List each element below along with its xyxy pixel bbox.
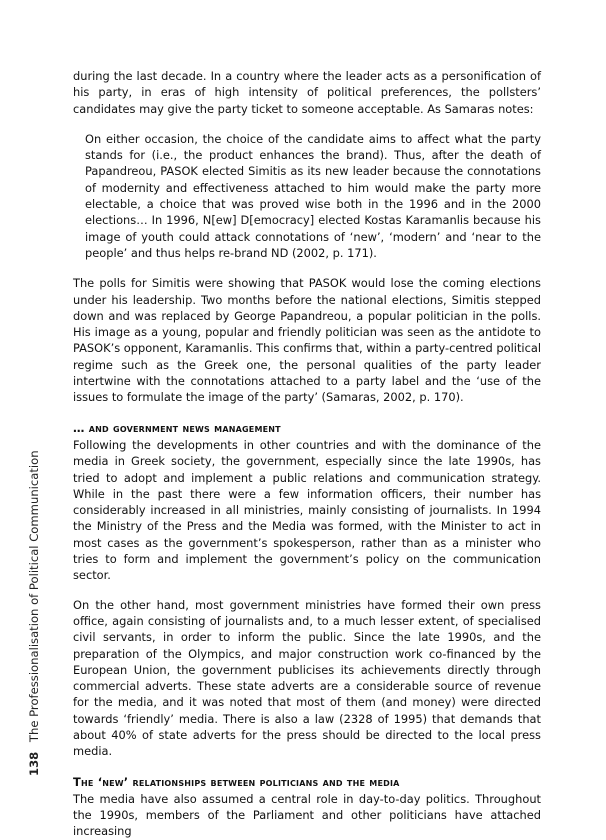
block-quote: On either occasion, the choice of the candidate aims to affect what the party stands for (i.e., the product enhances the brand). Thus, after the death of Papandreou, PASOK elected Simitis as its new leader because the connotations of modernity and effectiveness attached to him would make the party more electable, a choice that was proved wise both in the 1996 and in the 2000 elections… In 1996, N[ew] D[emocracy] elected Kostas Karamanlis because his image of youth could attack connotations of ‘new’, ‘modern’ and ‘near to the people’ and thus helps re-brand ND (2002, p. 171). — [85, 131, 541, 260]
running-footer — [27, 450, 41, 776]
paragraph: during the last decade. In a country where the leader acts as a personification of his party, in eras of high intensity of political preferences, the pollsters’ candidates may give the party ticket to someone acceptable. As Samaras notes: — [73, 69, 541, 116]
section-heading: The ‘new’ relationships between politicians and the media — [73, 774, 400, 789]
page-number: 138 — [27, 751, 41, 776]
page-body — [73, 68, 541, 840]
section-heading: … and government news management — [73, 420, 281, 435]
paragraph: On the other hand, most government ministries have formed their own press office, again consisting of journalists and, to a much lesser extent, of specialised civil servants, in order to inform the public. Since the late 1990s, and the preparation of the Olympics, and major construction work co-financed by the European Union, the government publicises its achievements directly through commercial adverts. These state adverts are a considerable source of revenue for the media, and it was noted that most of them (and money) were directed towards ‘friendly’ media. There is also a law (2328 of 1995) that demands that about 40% of state adverts for the press should be directed to the local press media. — [73, 597, 541, 759]
running-title: The Professionalisation of Political Communication — [27, 450, 41, 743]
paragraph: Following the developments in other countries and with the dominance of the media in Greek society, the government, especially since the late 1990s, has tried to adopt and implement a public relations and communication strategy. While in the past there were a few information officers, their number has considerably increased in all ministries, mainly consisting of journalists. In 1994 the Ministry of the Press and the Media was formed, with the Minister to act in most cases as the government’s spokesperson, rather than as a minister who tries to form and implement the government’s policy on the communication sector. — [73, 437, 541, 583]
paragraph: The polls for Simitis were showing that PASOK would lose the coming elections under his leadership. Two months before the national elections, Simitis stepped down and was replaced by George Papandreou, a popular politician in the polls. His image as a young, popular and friendly politician was seen as the antidote to PASOK’s opponent, Karamanlis. This confirms that, within a party-centred political regime such as the Greek one, the personal qualities of the party leader intertwine with the connotations attached to a party label and the ‘use of the issues to formulate the image of the party’ (Samaras, 2002, p. 170). — [73, 276, 541, 405]
paragraph: The media have also assumed a central role in day-to-day politics. Throughout the 1990s, members of the Parliament and other politicians have attached increasing — [73, 791, 541, 839]
